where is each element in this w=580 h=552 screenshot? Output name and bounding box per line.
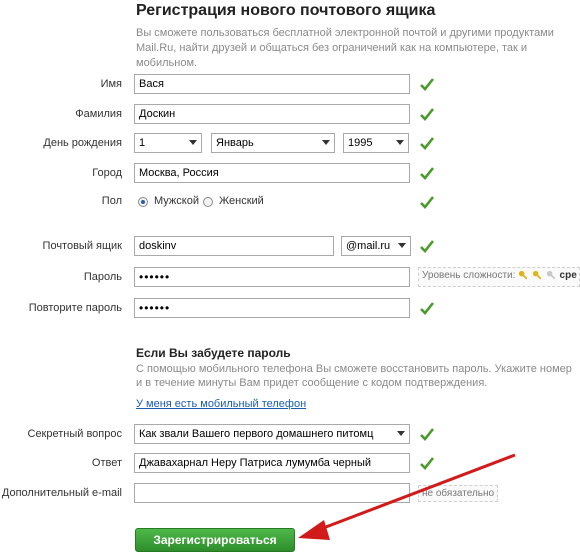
birthday-label: День рождения [43, 137, 122, 149]
checkmark-icon [419, 426, 435, 442]
first-name-label: Имя [100, 78, 122, 90]
page-title: Регистрация нового почтового ящика [136, 2, 436, 19]
extra-email-hint: не обязательно [418, 485, 498, 502]
select-arrow-icon [189, 140, 197, 145]
gender-male-label[interactable]: Мужской [154, 195, 199, 207]
recovery-title: Если Вы забудете пароль [136, 346, 291, 360]
mail-domain-select[interactable] [341, 236, 411, 256]
gender-female-radio[interactable] [203, 197, 213, 207]
last-name-label: Фамилия [75, 108, 122, 120]
birthday-day-select[interactable] [134, 133, 202, 153]
secret-question-label: Секретный вопрос [27, 428, 122, 440]
answer-label: Ответ [91, 457, 122, 469]
password-strength-label: Уровень сложности: [422, 270, 516, 282]
select-arrow-icon [396, 140, 404, 145]
red-arrow-annotation [290, 450, 530, 550]
extra-email-label: Дополнительный e-mail [1, 487, 122, 499]
select-arrow-icon [398, 243, 406, 248]
page-intro: Вы сможете пользоваться бесплатной электронной почтой и другими продуктами Mail.Ru, найти друзей и общаться без ограничений как на компьютере, так и мобильном. [136, 27, 554, 69]
select-arrow-icon [322, 140, 330, 145]
birthday-year-value: 1995 [348, 137, 373, 149]
checkmark-icon [419, 76, 435, 92]
last-name-input[interactable]: Доскин [134, 104, 410, 124]
checkmark-icon [419, 300, 435, 316]
password-input[interactable]: •••••• [134, 267, 410, 287]
secret-question-select[interactable] [134, 424, 410, 444]
secret-question-value: Как звали Вашего первого домашнего питомц [139, 428, 374, 440]
birthday-day-value: 1 [139, 137, 146, 149]
register-button[interactable]: Зарегистрироваться [135, 528, 295, 552]
checkmark-icon [419, 135, 435, 151]
birthday-month-select[interactable] [211, 133, 335, 153]
select-arrow-icon [397, 431, 405, 436]
gender-male-radio[interactable] [138, 197, 148, 207]
mailbox-label: Почтовый ящик [42, 240, 122, 252]
mailbox-input[interactable]: doskinv [134, 236, 334, 256]
city-label: Город [92, 167, 122, 179]
birthday-month-value: Январь [216, 137, 254, 149]
birthday-year-select[interactable] [343, 133, 409, 153]
gender-label: Пол [101, 195, 122, 207]
city-input[interactable]: Москва, Россия [134, 163, 410, 183]
password-label: Пароль [83, 271, 122, 283]
password-strength-box [418, 267, 580, 287]
checkmark-icon [419, 106, 435, 122]
checkmark-icon [419, 165, 435, 181]
gender-female-label[interactable]: Женский [219, 195, 264, 207]
answer-input[interactable]: Джавахарнал Неру Патриса лумумба черный [134, 453, 410, 473]
key-icon [546, 270, 557, 281]
password-repeat-input[interactable]: •••••• [134, 298, 410, 318]
mobile-phone-link[interactable]: У меня есть мобильный телефон [136, 398, 307, 410]
mail-domain-value: @mail.ru [346, 240, 391, 252]
key-icon [532, 270, 543, 281]
checkmark-icon [419, 194, 435, 210]
checkmark-icon [419, 238, 435, 254]
first-name-input[interactable]: Вася [134, 74, 410, 94]
password-strength-text: сре [559, 270, 577, 282]
password-repeat-label: Повторите пароль [28, 302, 122, 314]
recovery-text: С помощью мобильного телефона Вы сможете восстановить пароль. Укажите номер и в течение минуты Вам придет сообщение с кодом подтверждения. [136, 363, 572, 389]
key-icon [518, 270, 529, 281]
